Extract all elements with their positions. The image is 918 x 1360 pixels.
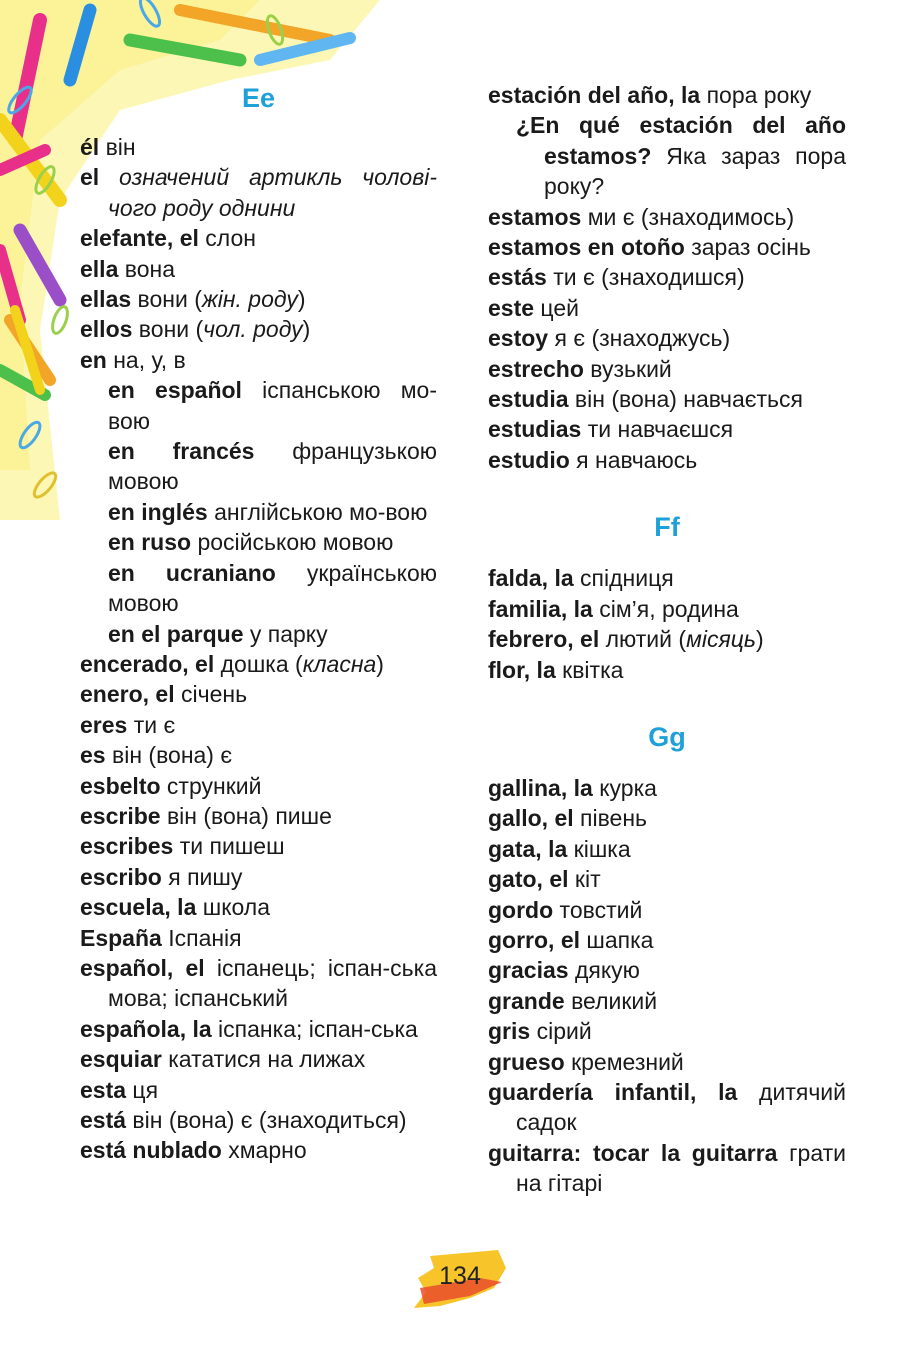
translation: лютий ( (599, 626, 687, 653)
headword: este (488, 294, 535, 321)
translation: він (99, 134, 136, 160)
translation: Яка зараз пора року? (544, 142, 846, 200)
translation-suffix: ) (297, 286, 306, 313)
translation: дитячий садок (516, 1078, 846, 1136)
headword: guitarra: tocar la guitarra (488, 1139, 778, 1166)
headword: escribo (80, 863, 162, 890)
headword: gallina, la (488, 774, 593, 801)
dictionary-entry (488, 1016, 846, 1046)
headword: gato, el (488, 866, 569, 893)
headword: estamos (488, 203, 582, 230)
translation: сірий (530, 1018, 592, 1045)
headword: encerado, el (80, 650, 215, 677)
dictionary-entry (80, 862, 437, 892)
headword: ellas (80, 286, 132, 313)
headword: ellos (80, 316, 133, 343)
translation: французькою мовою (108, 438, 437, 495)
headword: ella (80, 255, 119, 282)
translation: кішка (567, 835, 631, 862)
headword: elefante, el (80, 225, 199, 252)
translation-note: класна (302, 650, 377, 677)
headword: en (80, 346, 107, 373)
headword: gallo, el (488, 805, 574, 832)
headword: estás (488, 264, 547, 291)
entry-list-g (488, 773, 846, 1199)
dictionary-entry (488, 803, 846, 833)
dictionary-entry (80, 1135, 437, 1165)
dictionary-entry (488, 925, 846, 955)
dictionary-entry (488, 834, 846, 864)
section-heading-f: Ff (654, 512, 680, 543)
headword: estudio (488, 446, 570, 473)
translation: він (вона) є (знаходиться) (126, 1107, 407, 1133)
sub-entry (488, 110, 846, 201)
translation: іспанець; іспан-ська мова; іспанський (108, 954, 437, 1012)
entry-list-e-continued (488, 80, 846, 475)
dictionary-entry (488, 895, 846, 925)
dictionary-entry (80, 345, 437, 375)
entry-list-e (80, 132, 437, 1166)
headword: gata, la (488, 835, 568, 862)
translation: стрункий (160, 772, 262, 799)
dictionary-entry (80, 254, 437, 284)
headword: española, la (80, 1015, 212, 1042)
translation: Іспанія (161, 924, 242, 951)
dictionary-entry (488, 384, 846, 414)
translation: квітка (555, 656, 624, 683)
headword: estoy (488, 325, 549, 352)
dictionary-entry (80, 223, 437, 253)
headword: gris (488, 1018, 531, 1045)
translation: я навчаюсь (569, 446, 698, 473)
translation: шапка (580, 926, 654, 953)
dictionary-entry (488, 773, 846, 803)
translation: ти пишеш (173, 833, 285, 860)
dictionary-entry (488, 202, 846, 232)
headword: es (80, 742, 106, 769)
translation: я є (знаходжусь) (548, 325, 731, 352)
headword: escuela, la (80, 894, 197, 921)
translation: цей (534, 294, 579, 321)
translation: англійською мо-вою (207, 498, 428, 525)
headword: él (80, 134, 100, 160)
dictionary-entry (488, 414, 846, 444)
translation: я пишу (161, 863, 243, 890)
translation: великий (564, 987, 658, 1014)
dictionary-entry (80, 801, 437, 831)
translation: ми є (знаходимось) (581, 203, 795, 230)
headword: familia, la (488, 595, 593, 622)
headword: en francés (108, 438, 255, 465)
translation: означений артикль чолові-чого роду однини (99, 164, 437, 221)
translation: ти є (127, 711, 176, 738)
translation-note: місяць (686, 626, 756, 653)
translation: сім’я, родина (592, 595, 739, 622)
dictionary-entry (80, 892, 437, 922)
dictionary-entry (488, 864, 846, 894)
translation: спідниця (573, 565, 674, 592)
dictionary-entry (488, 594, 846, 624)
headword: grueso (488, 1048, 565, 1075)
translation: він (вона) навчається (568, 386, 803, 413)
dictionary-entry (488, 655, 846, 685)
headword: en el parque (108, 620, 244, 647)
translation-note: жін. роду (201, 286, 298, 313)
dictionary-entry (80, 1075, 437, 1105)
headword: febrero, el (488, 626, 600, 653)
dictionary-entry (80, 314, 437, 344)
dictionary-entry (80, 953, 437, 1014)
dictionary-entry (80, 132, 437, 162)
sub-entry (80, 558, 437, 619)
entry-list-f (488, 563, 846, 685)
headword: estrecho (488, 355, 584, 382)
dictionary-entry (80, 1014, 437, 1044)
dictionary-entry (488, 1077, 846, 1138)
translation: він (вона) є (105, 742, 233, 769)
dictionary-entry (488, 80, 846, 110)
headword: esbelto (80, 772, 161, 799)
dictionary-entry (80, 923, 437, 953)
dictionary-entry (488, 1047, 846, 1077)
translation: у парку (243, 620, 328, 647)
headword: esquiar (80, 1046, 162, 1073)
dictionary-entry (488, 262, 846, 292)
dictionary-entry (488, 293, 846, 323)
headword: gorro, el (488, 926, 581, 953)
headword: el (80, 164, 100, 191)
sub-entry (80, 527, 437, 557)
right-column (488, 80, 846, 1199)
headword: falda, la (488, 565, 574, 592)
headword: en ruso (108, 529, 192, 556)
translation: товстий (553, 896, 643, 923)
headword: esta (80, 1076, 127, 1103)
translation: школа (196, 894, 271, 921)
dictionary-entry (488, 1138, 846, 1199)
dictionary-entry (488, 354, 846, 384)
dictionary-entry (80, 162, 437, 223)
translation-suffix: ) (302, 316, 311, 343)
translation: дошка ( (214, 650, 303, 677)
dictionary-entry (80, 1105, 437, 1135)
sub-entry (80, 497, 437, 527)
dictionary-entry (488, 624, 846, 654)
translation: вони ( (132, 316, 204, 343)
headword: estudias (488, 416, 582, 443)
dictionary-entry (488, 986, 846, 1016)
headword: grande (488, 987, 565, 1014)
headword: está nublado (80, 1137, 222, 1164)
headword: eres (80, 711, 128, 738)
headword: gordo (488, 896, 554, 923)
section-heading-g: Gg (648, 721, 686, 752)
headword: en inglés (108, 498, 208, 525)
dictionary-entry (80, 1044, 437, 1074)
translation: українською мовою (108, 559, 437, 617)
translation: пора року (700, 82, 812, 108)
translation: іспанка; іспан-ська (211, 1015, 418, 1042)
dictionary-entry (488, 323, 846, 353)
translation-note: чол. роду (203, 316, 303, 343)
headword: estación del año, la (488, 82, 701, 108)
dictionary-entry (80, 831, 437, 861)
dictionary-entry (488, 232, 846, 262)
translation: ця (126, 1076, 159, 1103)
headword: España (80, 924, 162, 951)
translation: вузький (583, 355, 672, 382)
translation: слон (198, 225, 256, 252)
dictionary-entry (80, 284, 437, 314)
headword: escribe (80, 802, 161, 829)
headword: ¿En qué estación del año estamos? (516, 112, 846, 169)
translation: вона (118, 255, 176, 282)
dictionary-entry (80, 649, 437, 679)
dictionary-entry (488, 445, 846, 475)
translation: хмарно (221, 1137, 307, 1164)
translation: півень (573, 805, 648, 832)
headword: español, el (80, 954, 205, 981)
translation: він (вона) пише (160, 802, 332, 829)
dictionary-entry (80, 740, 437, 770)
translation: на, у, в (106, 346, 186, 373)
dictionary-entry (80, 679, 437, 709)
translation: кремезний (564, 1048, 684, 1075)
headword: en español (108, 377, 242, 404)
translation-suffix: ) (755, 626, 764, 653)
headword: está (80, 1107, 127, 1133)
dictionary-entry (488, 563, 846, 593)
translation: ти навчаєшся (581, 416, 734, 443)
translation-suffix: ) (376, 650, 384, 677)
headword: guardería infantil, la (488, 1078, 738, 1105)
headword: gracias (488, 957, 569, 984)
translation: іспанською мо-вою (108, 377, 437, 434)
headword: en ucraniano (108, 559, 276, 586)
headword: estamos en otoño (488, 234, 685, 261)
page-number: 134 (439, 1262, 481, 1290)
translation: вони ( (131, 286, 202, 313)
translation: кіт (568, 866, 601, 893)
translation: дякую (568, 957, 640, 984)
translation: січень (174, 681, 248, 708)
sub-entry (80, 619, 437, 649)
left-column (80, 80, 437, 1166)
section-heading-e: Ee (241, 83, 276, 113)
translation: зараз осінь (684, 234, 811, 261)
translation: кататися на лижах (161, 1046, 366, 1073)
sub-entry (80, 436, 437, 497)
headword: escribes (80, 833, 174, 860)
translation: курка (592, 774, 657, 801)
dictionary-entry (80, 771, 437, 801)
translation: ти є (знаходишся) (546, 264, 745, 291)
translation: грати на гітарі (516, 1139, 846, 1197)
headword: estudia (488, 386, 569, 413)
page-number-badge (410, 1248, 510, 1310)
dictionary-entry (80, 710, 437, 740)
headword: flor, la (488, 656, 556, 683)
translation: російською мовою (191, 529, 394, 556)
dictionary-entry (488, 955, 846, 985)
headword: enero, el (80, 681, 175, 708)
sub-entry (80, 375, 437, 436)
